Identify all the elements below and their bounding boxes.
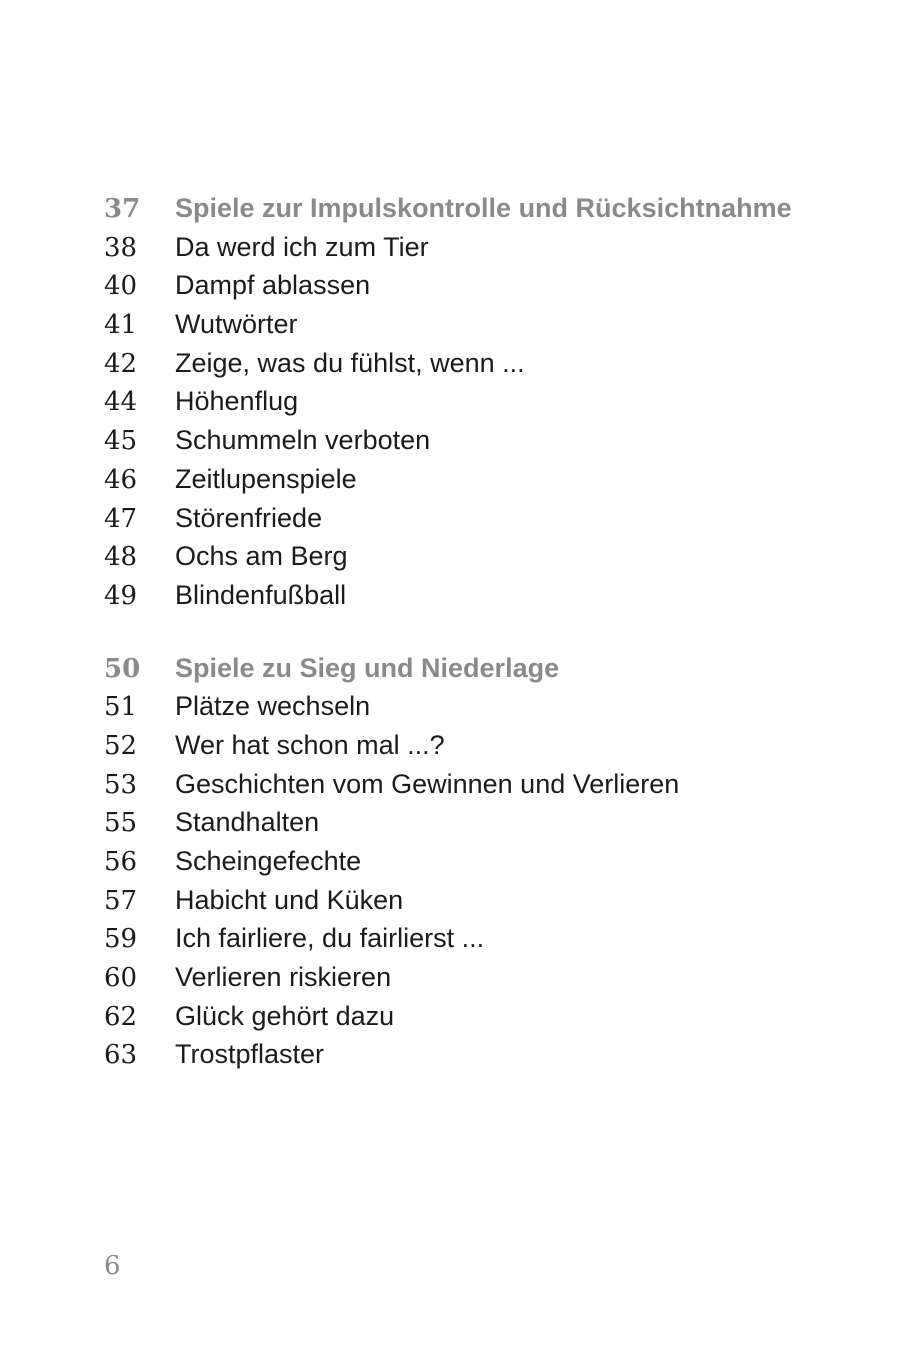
toc-entry[interactable] (104, 881, 864, 920)
toc-entry-title: Dampf ablassen (175, 270, 371, 301)
toc-page-number: 45 (104, 426, 138, 457)
toc-section-heading[interactable] (104, 649, 864, 688)
toc-page-number: 41 (104, 310, 138, 341)
toc-entry-title: Verlieren riskieren (175, 962, 392, 993)
toc-entry-title: Höhenflug (175, 386, 299, 417)
toc-entry[interactable] (104, 576, 864, 615)
toc-entry[interactable] (104, 765, 864, 804)
toc-entry[interactable] (104, 842, 864, 881)
toc-entry[interactable] (104, 726, 864, 765)
toc-page-number: 46 (104, 464, 138, 495)
toc-page-number: 53 (104, 769, 138, 800)
toc-page-number: 57 (104, 885, 138, 916)
toc-page-number: 42 (104, 348, 138, 379)
toc-section-heading[interactable] (104, 189, 864, 228)
toc-entry-title: Wer hat schon mal ...? (175, 729, 445, 760)
toc-entry[interactable] (104, 228, 864, 267)
toc-entry-title: Zeitlupenspiele (175, 463, 357, 494)
toc-entry[interactable] (104, 803, 864, 842)
toc-entry[interactable] (104, 305, 864, 344)
toc-page-number: 40 (104, 271, 138, 302)
toc-page-number: 56 (104, 847, 138, 877)
toc-entry-title: Blindenfußball (175, 579, 347, 610)
toc-page-number: 49 (104, 580, 138, 611)
toc-entry-title: Plätze wechseln (175, 691, 371, 722)
toc-entry[interactable] (104, 687, 864, 726)
toc-entry-title: Schummeln verboten (175, 425, 431, 456)
toc-page-number: 52 (104, 730, 138, 761)
toc-entry-title: Ich fairliere, du fairlierst ... (175, 923, 485, 954)
toc-entry[interactable] (104, 344, 864, 383)
toc-entry-title: Standhalten (175, 807, 320, 838)
toc-entry-title: Da werd ich zum Tier (175, 231, 429, 262)
toc-page-number: 62 (104, 1001, 138, 1032)
toc-entry[interactable] (104, 266, 864, 305)
toc-entry[interactable] (104, 421, 864, 460)
toc-entry-title: Wutwörter (175, 309, 298, 340)
toc-entry-title: Trostpflaster (175, 1039, 325, 1070)
toc-page-number: 44 (104, 387, 138, 418)
toc-page-number: 47 (104, 503, 138, 534)
toc-entry-title: Habicht und Küken (175, 884, 404, 915)
toc-page-number: 48 (104, 542, 138, 573)
toc-entry[interactable] (104, 537, 864, 576)
toc-entry-title: Ochs am Berg (175, 541, 348, 572)
toc-entry[interactable] (104, 919, 864, 958)
toc-entry-title: Störenfriede (175, 502, 323, 533)
toc-entry-title: Scheingefechte (175, 846, 362, 876)
toc-page-number: 50 (104, 653, 141, 684)
toc-page-number: 51 (104, 692, 138, 723)
toc-heading-title: Spiele zur Impulskontrolle und Rücksichtnahme (175, 193, 792, 223)
table-of-contents (104, 189, 864, 1074)
page-number: 6 (104, 1251, 121, 1281)
toc-page-number: 37 (104, 194, 141, 224)
toc-entry[interactable] (104, 382, 864, 421)
toc-heading-title: Spiele zu Sieg und Niederlage (175, 652, 560, 683)
toc-entry-title: Zeige, was du fühlst, wenn ... (175, 347, 525, 378)
toc-page-number: 59 (104, 924, 138, 955)
toc-entry[interactable] (104, 997, 864, 1036)
toc-page-number: 60 (104, 963, 138, 994)
toc-section-sieg-niederlage (104, 649, 864, 1075)
toc-entry[interactable] (104, 958, 864, 997)
toc-entry[interactable] (104, 1035, 864, 1074)
toc-entry-title: Geschichten vom Gewinnen und Verlieren (175, 768, 680, 799)
toc-page-number: 63 (104, 1040, 138, 1071)
toc-page-number: 38 (104, 232, 138, 263)
toc-page-number: 55 (104, 808, 138, 839)
toc-section-impulskontrolle (104, 189, 864, 615)
toc-entry-title: Glück gehört dazu (175, 1000, 395, 1031)
toc-entry[interactable] (104, 499, 864, 538)
toc-entry[interactable] (104, 460, 864, 499)
